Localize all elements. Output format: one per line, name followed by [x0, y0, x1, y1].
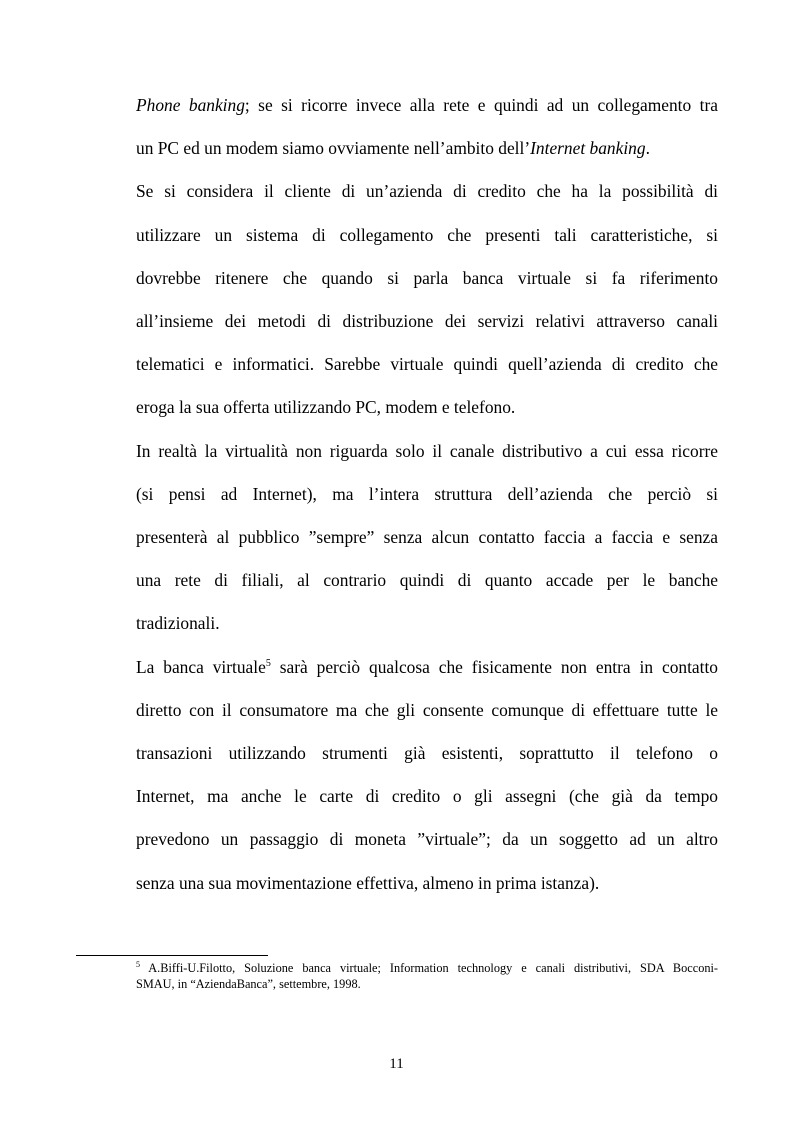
- text-line: Se si considera il cliente di un’azienda di credito che ha la possibilità di: [136, 181, 718, 202]
- text-line: prevedono un passaggio di moneta ”virtuale”; da un soggetto ad un altro: [136, 829, 718, 850]
- text-line: diretto con il consumatore ma che gli consente comunque di effettuare tutte le: [136, 699, 718, 720]
- text-line: presenterà al pubblico ”sempre” senza alcun contatto faccia a faccia e senza: [136, 527, 718, 548]
- italic-term: Phone banking: [136, 95, 245, 115]
- text-line: un PC ed un modem siamo ovviamente nell’ambito dell’Internet banking.: [136, 138, 650, 159]
- text-line: In realtà la virtualità non riguarda solo il canale distributivo a cui essa ricorre: [136, 440, 718, 461]
- text-line: La banca virtuale$^5$ sarà perciò qualcosa che fisicamente non entra in contatto: [136, 656, 718, 677]
- footnote-separator: [76, 955, 268, 956]
- text-line: dovrebbe ritenere che quando si parla banca virtuale si fa riferimento: [136, 267, 718, 288]
- text-line: Internet, ma anche le carte di credito o gli assegni (che già da tempo: [136, 786, 718, 807]
- text-line: all’insieme dei metodi di distribuzione dei servizi relativi attraverso canali: [136, 311, 718, 332]
- text-line: utilizzare un sistema di collegamento che presenti tali caratteristiche, si: [136, 224, 718, 245]
- body-text: [136, 84, 718, 905]
- italic-term: Internet banking: [530, 138, 646, 159]
- text-line: senza una sua movimentazione effettiva, almeno in prima istanza).: [136, 872, 600, 893]
- footnote: [136, 961, 718, 992]
- text-line: telematici e informatici. Sarebbe virtuale quindi quell’azienda di credito che: [136, 354, 718, 375]
- footnote-line: SMAU, in “AziendaBanca”, settembre, 1998.: [136, 976, 361, 991]
- text-line: (si pensi ad Internet), ma l’intera struttura dell’azienda che perciò si: [136, 483, 718, 504]
- text-line: eroga la sua offerta utilizzando PC, modem e telefono.: [136, 397, 516, 418]
- footnote-number: 5: [136, 959, 140, 969]
- text-line: una rete di filiali, al contrario quindi di quanto accade per le banche: [136, 570, 718, 591]
- text-line: tradizionali.: [136, 613, 220, 634]
- page-number: 11: [389, 1056, 404, 1072]
- text-line: Phone banking; se si ricorre invece alla rete e quindi ad un collegamento tra: [136, 95, 718, 115]
- footnote-line: $^5$ A.Biffi-U.Filotto, Soluzione banca virtuale; Information technology e canali distributivi, SDA Bocconi-: [136, 959, 718, 975]
- text-line: transazioni utilizzando strumenti già esistenti, soprattutto il telefono o: [136, 743, 718, 764]
- footnote-reference: 5: [265, 657, 271, 669]
